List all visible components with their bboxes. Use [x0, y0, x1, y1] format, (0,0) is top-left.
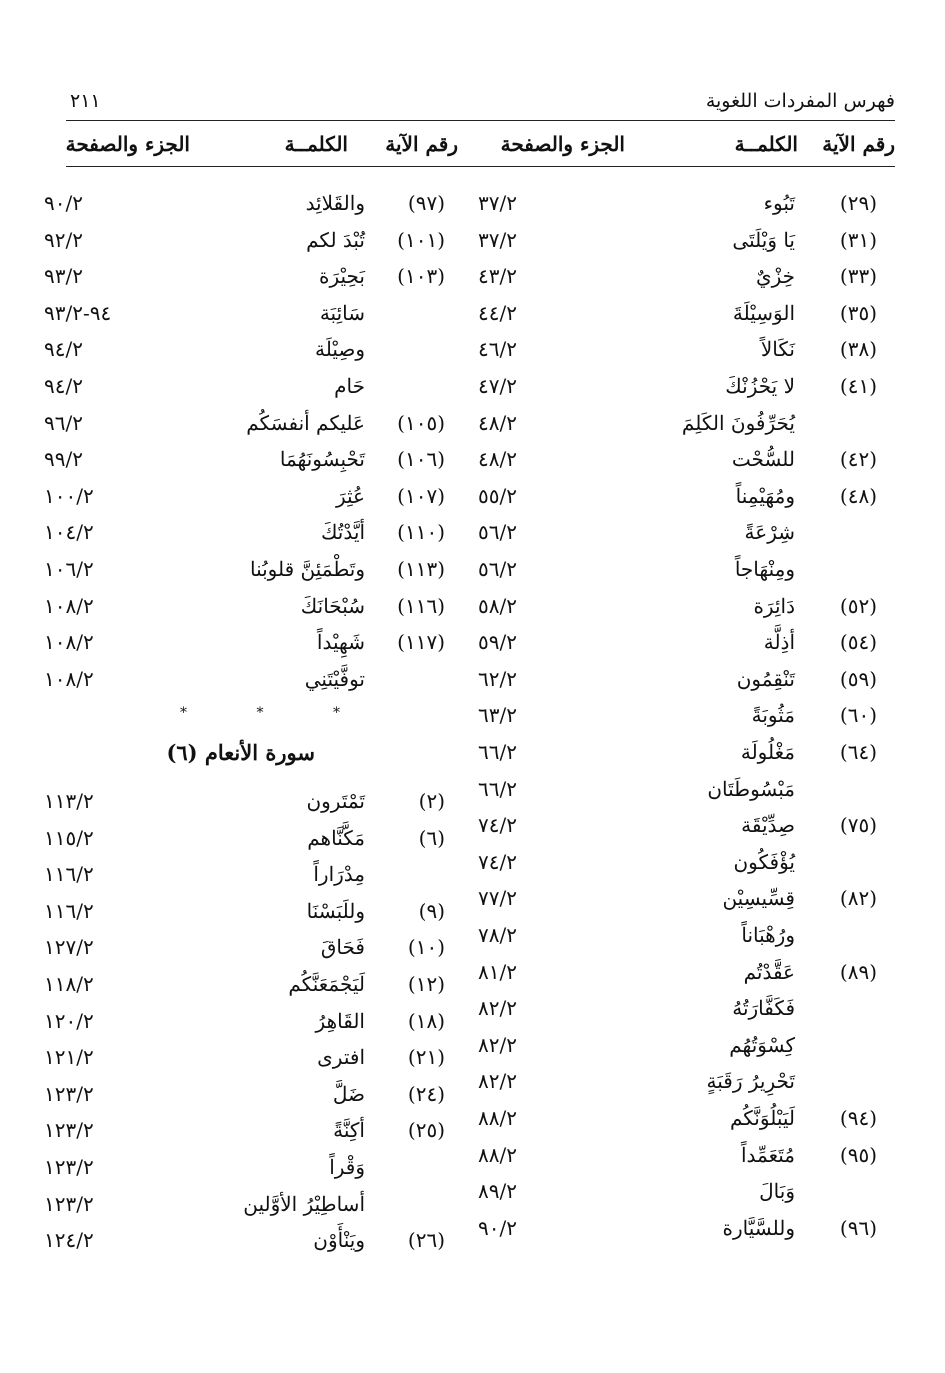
verse-number: (١١٦): [397, 593, 445, 618]
running-title: فهرس المفردات اللغوية: [705, 90, 895, 112]
part-page-ref: ١٢٤/٢: [44, 1228, 94, 1253]
part-page-ref: ١٠٨/٢: [44, 593, 94, 618]
part-page-ref: ١٢٣/٢: [44, 1081, 94, 1106]
index-word: مِدْرَاراً: [313, 862, 365, 887]
part-page-ref: ٥٨/٢: [478, 593, 517, 618]
index-word: ومُهَيْمِناً: [735, 483, 795, 508]
column-head-word-right: الكلمــة: [734, 132, 798, 156]
part-page-ref: ٨٨/٢: [478, 1106, 517, 1130]
index-word: دَائِرَة: [753, 593, 795, 618]
part-page-ref: ٩٢/٢: [44, 227, 83, 252]
index-word: يُحَرِّفُونَ الكَلِمَ: [681, 410, 795, 435]
verse-number: (١٠٦): [397, 447, 445, 472]
verse-number: (٥٢): [839, 593, 877, 618]
verse-number: (١٠٣): [397, 264, 445, 289]
index-word: فَحَاقَ: [320, 935, 365, 960]
verse-number: (٥٤): [839, 630, 877, 655]
column-head-word-left: الكلمــة: [284, 132, 348, 156]
part-page-ref: ٧٧/٢: [478, 886, 517, 911]
verse-number: (٣٣): [839, 264, 877, 289]
part-page-ref: ٧٨/٢: [478, 923, 517, 947]
verse-number: (٩٥): [839, 1142, 877, 1167]
part-page-ref: ٧٤/٢: [478, 849, 517, 874]
part-page-ref: ١٢٧/٢: [44, 935, 94, 960]
index-word: كِسْوَتُهُم: [729, 1032, 795, 1057]
part-page-ref: ٨٨/٢: [478, 1142, 517, 1167]
part-page-ref: ١١٦/٢: [44, 898, 94, 923]
index-word: والقَلائِد: [305, 191, 365, 215]
part-page-ref: ١٢٣/٢: [44, 1155, 94, 1179]
part-page-ref: ٩٣/٢-٩٤: [44, 300, 112, 325]
index-word: ضَلَّ: [332, 1081, 365, 1106]
part-page-ref: ١٠٨/٢: [44, 630, 94, 655]
verse-number: (٢٩): [839, 191, 877, 215]
index-word: يَا وَيْلَتَى: [732, 227, 795, 252]
index-word: عَليكم أنفسَكُم: [246, 410, 365, 435]
part-page-ref: ١١٦/٢: [44, 862, 94, 887]
verse-number: (٦): [418, 825, 445, 850]
index-word: وصِيْلَة: [314, 337, 365, 362]
index-word: عَقَّدْتُم: [743, 959, 795, 984]
part-page-ref: ٨٢/٢: [478, 1069, 517, 1094]
index-word: للسُّحْت: [731, 447, 795, 472]
part-page-ref: ٥٦/٢: [478, 557, 517, 581]
index-word: نَكَالاً: [760, 337, 795, 362]
part-page-ref: ٤٨/٢: [478, 447, 517, 472]
part-page-ref: ٩٤/٢: [44, 374, 83, 398]
part-page-ref: ٤٤/٢: [478, 300, 517, 325]
verse-number: (٧٥): [839, 813, 877, 838]
column-head-page-left: الجزء والصفحة: [65, 132, 190, 156]
part-page-ref: ١١٣/٢: [44, 789, 94, 813]
index-word: ومِنْهَاجاً: [734, 557, 795, 581]
index-word: القَاهِرُ: [315, 1008, 365, 1033]
part-page-ref: ٦٦/٢: [478, 740, 517, 764]
separator-star: *: [256, 705, 264, 721]
index-word: بَحِيْرَة: [318, 264, 365, 289]
verse-number: (٩٤): [839, 1106, 877, 1130]
index-word: الوَسِيْلَةَ: [732, 300, 795, 325]
separator-star: *: [180, 705, 187, 721]
part-page-ref: ٦٦/٢: [478, 776, 517, 801]
surah-heading: سورة الأنعام (٦): [166, 740, 315, 765]
index-word: أساطِيْرُ الأوَّلين: [243, 1191, 365, 1216]
index-word: سَائِبَة: [319, 300, 365, 325]
part-page-ref: ١٢٣/٢: [44, 1118, 94, 1143]
part-page-ref: ١٢٠/٢: [44, 1008, 94, 1033]
part-page-ref: ٥٩/٢: [478, 630, 517, 655]
column-head-page-right: الجزء والصفحة: [500, 132, 625, 156]
verse-number: (١٨): [407, 1008, 445, 1033]
index-word: فَكَفَّارَتُهُ: [732, 996, 795, 1021]
part-page-ref: ١٠٠/٢: [44, 483, 94, 508]
index-word: وَقْراً: [329, 1155, 365, 1179]
index-word: حَام: [334, 374, 365, 398]
verse-number: (٨٩): [839, 959, 877, 984]
section-separator: [180, 705, 340, 721]
verse-number: (٩): [418, 898, 445, 923]
verse-number: (٦٤): [839, 740, 877, 764]
part-page-ref: ٩٦/٢: [44, 410, 83, 435]
index-word: قِسِّيسِيْن: [722, 886, 795, 911]
part-page-ref: ٨١/٢: [478, 959, 517, 984]
verse-number: (١١٠): [397, 520, 445, 545]
index-word: مُتَعَمِّداً: [740, 1142, 795, 1167]
page-number: ٢١١: [70, 90, 101, 112]
index-word: تُبْدَ لكم: [306, 227, 365, 252]
index-word: ورُهْبَاناً: [741, 923, 795, 947]
part-page-ref: ١٠٤/٢: [44, 520, 94, 545]
index-word: مَبْسُوطَتَان: [707, 776, 795, 801]
index-word: وتَطْمَئِنَّ قلوبُنا: [249, 557, 365, 581]
part-page-ref: ٨٢/٢: [478, 1032, 517, 1057]
verse-number: (٦٠): [839, 703, 877, 728]
index-word: افترى: [317, 1045, 365, 1070]
index-word: يُؤْفَكُون: [733, 849, 795, 874]
index-word: تَمْتَرون: [306, 789, 365, 813]
part-page-ref: ١٢١/٢: [44, 1045, 94, 1070]
index-word: وَبَالَ: [759, 1179, 795, 1204]
verse-number: (٩٦): [839, 1215, 877, 1240]
verse-number: (٢٥): [407, 1118, 445, 1143]
index-word: مَغْلُولَة: [740, 740, 795, 764]
part-page-ref: ٨٢/٢: [478, 996, 517, 1021]
verse-number: (١١٧): [397, 630, 445, 655]
part-page-ref: ٩٤/٢: [44, 337, 83, 362]
index-word: وللَبَسْنَا: [306, 898, 365, 923]
part-page-ref: ٧٤/٢: [478, 813, 517, 838]
index-word: أيَّدْتُكَ: [320, 520, 365, 545]
part-page-ref: ٦٣/٢: [478, 703, 517, 728]
verse-number: (٢١): [407, 1045, 445, 1070]
verse-number: (٤٨): [839, 483, 877, 508]
index-word: خِزْيٌ: [755, 264, 795, 289]
part-page-ref: ٩٣/٢: [44, 264, 83, 289]
part-page-ref: ١٢٣/٢: [44, 1191, 94, 1216]
verse-number: (١٠): [407, 935, 445, 960]
index-word: لَيَبْلُوَنَّكُم: [729, 1106, 795, 1130]
part-page-ref: ٨٩/٢: [478, 1179, 517, 1204]
index-word: مَكَّنَّاهم: [307, 825, 365, 850]
verse-number: (٣٥): [839, 300, 877, 325]
verse-number: (٩٧): [407, 191, 445, 215]
part-page-ref: ١٠٦/٢: [44, 557, 94, 581]
index-word: تَحْرِيرُ رَقَبَةٍ: [706, 1069, 795, 1094]
index-word: سُبْحَانَكَ: [300, 593, 365, 618]
index-word: صِدِّيْقَة: [741, 813, 795, 838]
part-page-ref: ٤٧/٢: [478, 374, 517, 398]
index-word: توفَّيْتَنِي: [304, 666, 365, 691]
verse-number: (٢): [418, 789, 445, 813]
part-page-ref: ٣٧/٢: [478, 227, 517, 252]
verse-number: (٨٢): [839, 886, 877, 911]
part-page-ref: ٣٧/٢: [478, 191, 517, 215]
index-word: لا يَحْزُنْكَ: [725, 374, 795, 398]
index-word: وللسَّيَّارة: [722, 1215, 795, 1240]
part-page-ref: ٦٢/٢: [478, 666, 517, 691]
verse-number: (٤٢): [839, 447, 877, 472]
index-word: تَحْبِسُونَهُمَا: [279, 447, 365, 472]
index-word: أكِنَّةً: [333, 1118, 365, 1143]
index-word: عُثِرَ: [335, 483, 365, 508]
verse-number: (٢٤): [407, 1081, 445, 1106]
part-page-ref: ٩٩/٢: [44, 447, 83, 472]
verse-number: (١٢): [407, 972, 445, 996]
column-head-verse-right: رقم الآية: [822, 132, 895, 156]
verse-number: (١١٣): [397, 557, 445, 581]
index-word: شِرْعَةً: [744, 520, 795, 545]
verse-number: (٤١): [839, 374, 877, 398]
index-word: تَبُوء: [763, 191, 795, 215]
index-word: ويَنْأَوْن: [313, 1228, 365, 1253]
verse-number: (٣١): [839, 227, 877, 252]
part-page-ref: ٩٠/٢: [478, 1215, 517, 1240]
part-page-ref: ٤٨/٢: [478, 410, 517, 435]
part-page-ref: ٤٦/٢: [478, 337, 517, 362]
verse-number: (١٠٧): [397, 483, 445, 508]
part-page-ref: ١١٨/٢: [44, 972, 94, 996]
index-word: لَيَجْمَعَنَّكُم: [288, 972, 365, 996]
verse-number: (٣٨): [839, 337, 877, 362]
part-page-ref: ٥٦/٢: [478, 520, 517, 545]
index-word: أذِلَّة: [763, 630, 795, 655]
verse-number: (٢٦): [407, 1228, 445, 1253]
verse-number: (٥٩): [839, 666, 877, 691]
column-head-verse-left: رقم الآية: [385, 132, 458, 156]
part-page-ref: ١١٥/٢: [44, 825, 94, 850]
verse-number: (١٠٥): [397, 410, 445, 435]
verse-number: (١٠١): [397, 227, 445, 252]
separator-star: *: [333, 705, 340, 721]
part-page-ref: ٤٣/٢: [478, 264, 517, 289]
index-word: شَهِيْداً: [316, 630, 365, 655]
part-page-ref: ٩٠/٢: [44, 191, 83, 215]
part-page-ref: ١٠٨/٢: [44, 666, 94, 691]
part-page-ref: ٥٥/٢: [478, 483, 517, 508]
index-word: تَنْقِمُون: [736, 666, 795, 691]
index-word: مَثُوبَةً: [751, 703, 795, 728]
